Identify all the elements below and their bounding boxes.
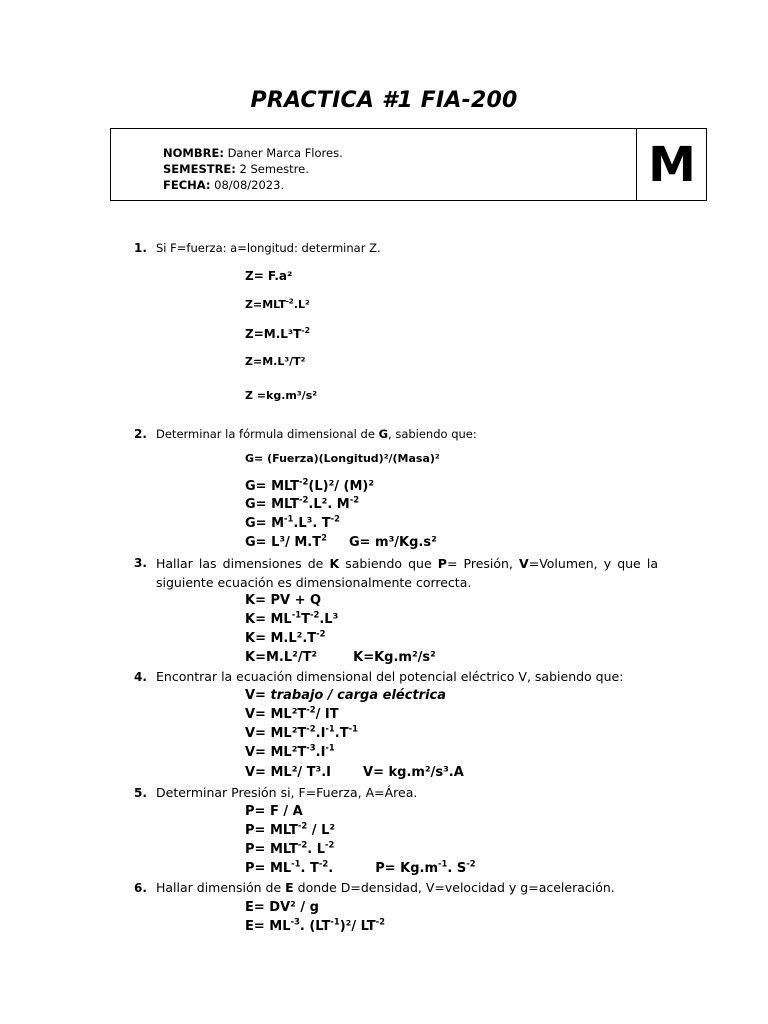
fecha-label: FECHA: xyxy=(163,178,211,192)
q5-line3: $P= MLT^{-2}$. $L^{-2}$ xyxy=(245,839,335,857)
q4-line5: V= ML²/ T³.I V= kg.m²/s³.A xyxy=(245,765,464,780)
q1-line3: $Z=M.L^3T^{-2}$ xyxy=(245,326,311,341)
semestre-value: 2 Semestre. xyxy=(235,162,309,176)
q3-text: Hallar las dimensiones de K sabiendo que P= Presión, V=Volumen, y que la siguiente ecuación es dimensionalmente correcta. xyxy=(156,556,658,590)
q5-line2: $P= MLT^{-2} / L^2$ xyxy=(245,820,336,838)
header-box xyxy=(110,128,707,201)
q5-line1: P= F / A xyxy=(245,804,303,819)
q4-line2: $V= ML^2T^{-2}/$ IT xyxy=(245,704,339,722)
q5-line4: $P= ML^{-1}$. $T^{-2}$. $P= Kg.m^{-1}$. $S^{-2}$ xyxy=(245,858,476,876)
q1-line1: Z= F.a² xyxy=(245,269,293,283)
q6-line1: E= DV² / g xyxy=(245,900,319,915)
q1-number: 1. xyxy=(134,241,147,255)
q1-line2: $Z=MLT^{-2}.L^2$ xyxy=(245,296,310,311)
q3-line2: $K= ML^{-1}T^{-2}.L^3$ xyxy=(245,609,339,627)
q3-line4: K=M.L²/T² K=Kg.m²/s² xyxy=(245,650,436,665)
q3-line1: K= PV + Q xyxy=(245,593,322,608)
header-letter: M xyxy=(648,136,696,193)
q6-line2: $E= ML^{-3}$. $(LT^{-1})^2/$ $LT^{-2}$ xyxy=(245,916,385,934)
nombre-row xyxy=(163,145,343,161)
page-title: PRACTICA #1 FIA-200 xyxy=(250,88,518,113)
q4-line1: V= trabajo / carga eléctrica xyxy=(245,688,446,703)
q1-line4: Z=M.L³/T² xyxy=(245,355,306,368)
q3-number: 3. xyxy=(134,556,147,570)
q4-line3: $V= ML^2T^{-2}.I^{-1}.T^{-1}$ xyxy=(245,723,358,741)
q2-line2: $G= MLT^{-2}(L)^2/$ (M)² xyxy=(245,476,375,494)
q6-number: 6. xyxy=(134,881,147,895)
q2-number: 2. xyxy=(134,427,147,441)
q5-number: 5. xyxy=(134,786,147,800)
q6-text: Hallar dimensión de E donde D=densidad, V=velocidad y g=aceleración. xyxy=(156,880,615,895)
q4-number: 4. xyxy=(134,670,147,684)
q2-line3: $G= MLT^{-2}.L^2$. $M^{-2}$ xyxy=(245,494,360,512)
q2-line5: G= L³/ $M.T^2$ G= m³/Kg.s² xyxy=(245,532,437,550)
nombre-label: NOMBRE: xyxy=(163,146,224,160)
q1-line5: Z =kg.m³/s² xyxy=(245,389,318,402)
q5-text: Determinar Presión si, F=Fuerza, A=Área. xyxy=(156,785,418,800)
fecha-value: 08/08/2023. xyxy=(210,178,285,192)
q4-text: Encontrar la ecuación dimensional del potencial eléctrico V, sabiendo que: xyxy=(156,669,624,684)
student-info xyxy=(163,145,343,193)
q4-line4: $V= ML^2T^{-3}.I^{-1}$ xyxy=(245,742,335,760)
semestre-row xyxy=(163,161,343,177)
nombre-value: Daner Marca Flores. xyxy=(223,146,343,160)
q1-text: Si F=fuerza: a=longitud: determinar Z. xyxy=(156,241,381,255)
q3-line3: $K= M.L^2.T^{-2}$ xyxy=(245,628,326,646)
q2-text: Determinar la fórmula dimensional de G, sabiendo que: xyxy=(156,427,477,441)
semestre-label: SEMESTRE: xyxy=(163,162,236,176)
q2-line1: G= (Fuerza)(Longitud)²/(Masa)² xyxy=(245,452,440,465)
fecha-row xyxy=(163,177,343,193)
q2-line4: $G= M^{-1}.L^3$. $T^{-2}$ xyxy=(245,513,341,531)
